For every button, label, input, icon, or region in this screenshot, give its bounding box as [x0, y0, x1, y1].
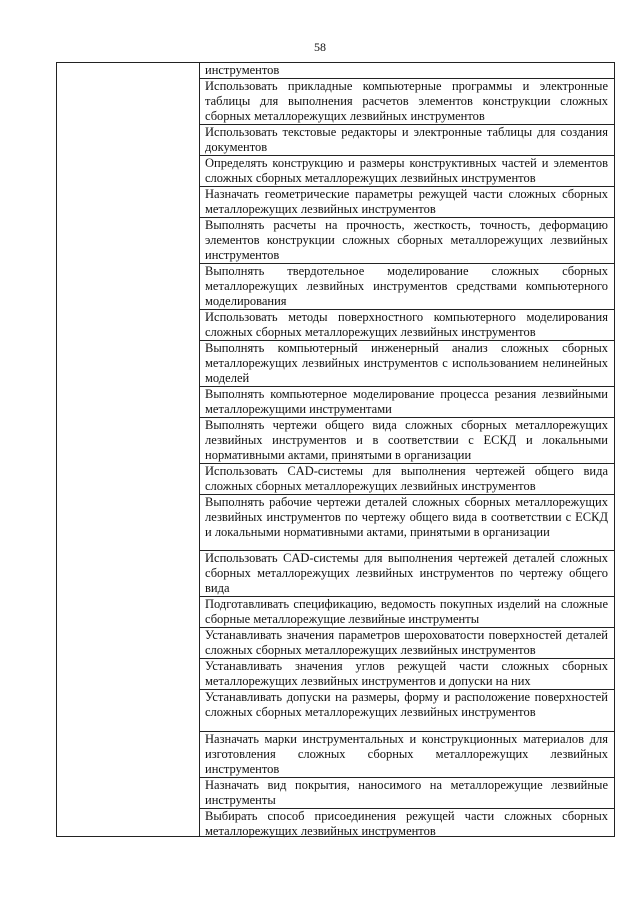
table-row: Использовать CAD-системы для выполнения чертежей общего вида сложных сборных металлорежущих лезвийных инструментов [200, 464, 614, 495]
skills-table [56, 62, 615, 837]
table-left-column [57, 63, 200, 836]
table-row: Назначать геометрические параметры режущей части сложных сборных металлорежущих лезвийных инструментов [200, 187, 614, 218]
table-row: Определять конструкцию и размеры конструктивных частей и элементов сложных сборных металлорежущих лезвийных инструментов [200, 156, 614, 187]
table-row: Выполнять расчеты на прочность, жесткость, точность, деформацию элементов конструкции сложных сборных металлорежущих лезвийных инструментов [200, 218, 614, 264]
table-row: Устанавливать допуски на размеры, форму и расположение поверхностей сложных сборных металлорежущих лезвийных инструментов [200, 690, 614, 732]
table-row: Использовать CAD-системы для выполнения чертежей деталей сложных сборных металлорежущих лезвийных инструментов по чертежу общего вида [200, 551, 614, 597]
table-row: Использовать прикладные компьютерные программы и электронные таблицы для выполнения расчетов элементов конструкции сложных сборных металлорежущих лезвийных инструментов [200, 79, 614, 125]
table-row: Выполнять твердотельное моделирование сложных сборных металлорежущих лезвийных инструментов средствами компьютерного моделирования [200, 264, 614, 310]
table-row: Выполнять компьютерный инженерный анализ сложных сборных металлорежущих лезвийных инструментов с использованием нелинейных моделей [200, 341, 614, 387]
table-row: Подготавливать спецификацию, ведомость покупных изделий на сложные сборные металлорежущие лезвийные инструменты [200, 597, 614, 628]
table-row: Назначать вид покрытия, наносимого на металлорежущие лезвийные инструменты [200, 778, 614, 809]
table-row: Использовать текстовые редакторы и электронные таблицы для создания документов [200, 125, 614, 156]
table-row: Выбирать способ присоединения режущей части сложных сборных металлорежущих лезвийных инструментов [205, 809, 608, 838]
table-row: Выполнять чертежи общего вида сложных сборных металлорежущих лезвийных инструментов и в соответствии с ЕСКД и локальными нормативными актами, принятыми в организации [200, 418, 614, 464]
table-row: Устанавливать значения параметров шероховатости поверхностей деталей сложных сборных металлорежущих лезвийных инструментов [200, 628, 614, 659]
table-right-column [200, 63, 614, 836]
table-row: Устанавливать значения углов режущей части сложных сборных металлорежущих лезвийных инструментов и допуски на них [200, 659, 614, 690]
table-row: Использовать методы поверхностного компьютерного моделирования сложных сборных металлорежущих лезвийных инструментов [200, 310, 614, 341]
table-row: инструментов [200, 63, 614, 79]
table-row: Выполнять рабочие чертежи деталей сложных сборных металлорежущих лезвийных инструментов по чертежу общего вида в соответствии с ЕСКД и локальными нормативными актами, принятыми в организации [200, 495, 614, 551]
page-number: 58 [314, 40, 326, 54]
table-row: Выполнять компьютерное моделирование процесса резания лезвийными металлорежущими инструментами [200, 387, 614, 418]
table-row: Назначать марки инструментальных и конструкционных материалов для изготовления сложных сборных металлорежущих лезвийных инструментов [200, 732, 614, 778]
